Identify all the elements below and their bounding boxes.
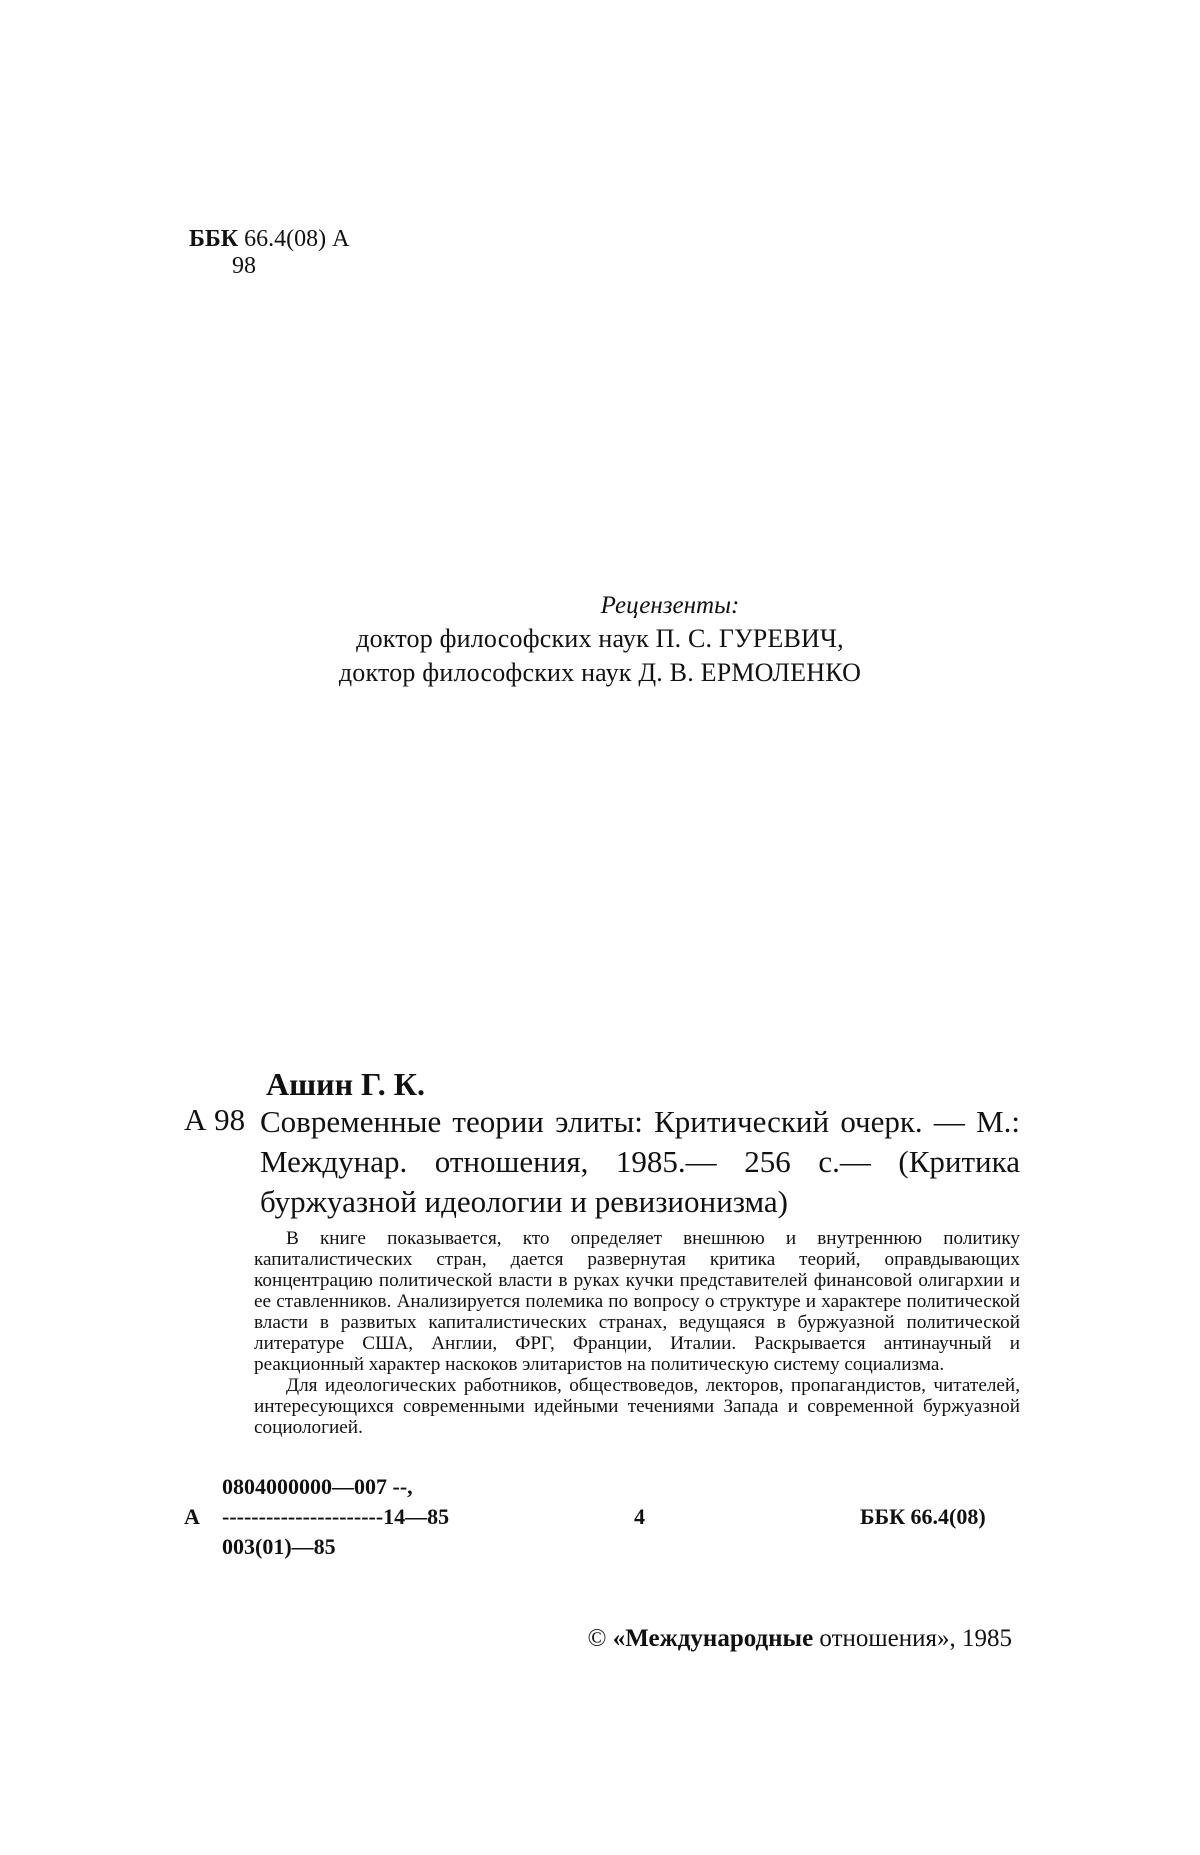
reviewers-label: Рецензенты: — [600, 592, 740, 619]
bbk-label: ББК — [189, 226, 239, 252]
catalog-index-line-3: 003(01)—85 — [222, 1534, 336, 1559]
copyright — [588, 1625, 1012, 1653]
reviewer-line: доктор философских наук П. С. ГУРЕВИЧ, — [356, 624, 844, 653]
copyright-symbol: © — [587, 1625, 607, 1652]
catalog-index-line-1: 0804000000—007 --, — [222, 1474, 413, 1499]
catalog-letter: А — [184, 1504, 200, 1529]
bibliographic-description: Современные теории элиты: Критический очерк. — М.: Междунар. отношения, 1985.— 256 с.— (Критика буржуазной идеологии и ревизионизма) — [260, 1104, 1020, 1219]
catalog-code: А 98 — [184, 1102, 246, 1137]
copyright-publisher: «Международные — [612, 1625, 814, 1652]
reviewer-line: доктор философских наук Д. В. ЕРМОЛЕНКО — [338, 658, 862, 687]
bbk-header — [189, 225, 349, 253]
catalog-bbk: ББК 66.4(08) — [860, 1504, 986, 1529]
catalog-number: 4 — [634, 1504, 645, 1529]
author-name: Ашин Г. К. — [266, 1066, 425, 1102]
annotation — [254, 1228, 1020, 1438]
reviewers-block — [0, 590, 1200, 690]
annotation-paragraph: В книге показывается, кто определяет внешнюю и внутреннюю политику капиталистических стран, дается развернутая критика теорий, оправдывающих концентрацию политической власти в руках кучки представителей финансовой олигархии и ее ставленников. Анализируется полемика по вопросу о структуре и характере политической власти в развитых капиталистических странах, ведущаяся в буржуазной политической литературе США, Англии, ФРГ, Франции, Италии. Раскрывается антинаучный и реакционный характер наскоков элитаристов на политическую систему социализма. — [254, 1228, 1020, 1375]
annotation-paragraph: Для идеологических работников, обществоведов, лекторов, пропагандистов, читателей, интересующихся современными идейными течениями Запада и современной буржуазной социологией. — [254, 1375, 1020, 1438]
catalog-index-line-2: ----------------------14—85 — [222, 1504, 450, 1529]
copyright-rest: отношения», 1985 — [819, 1625, 1012, 1652]
bbk-code: 66.4(08) А — [244, 226, 350, 252]
bbk-number: 98 — [232, 253, 256, 279]
